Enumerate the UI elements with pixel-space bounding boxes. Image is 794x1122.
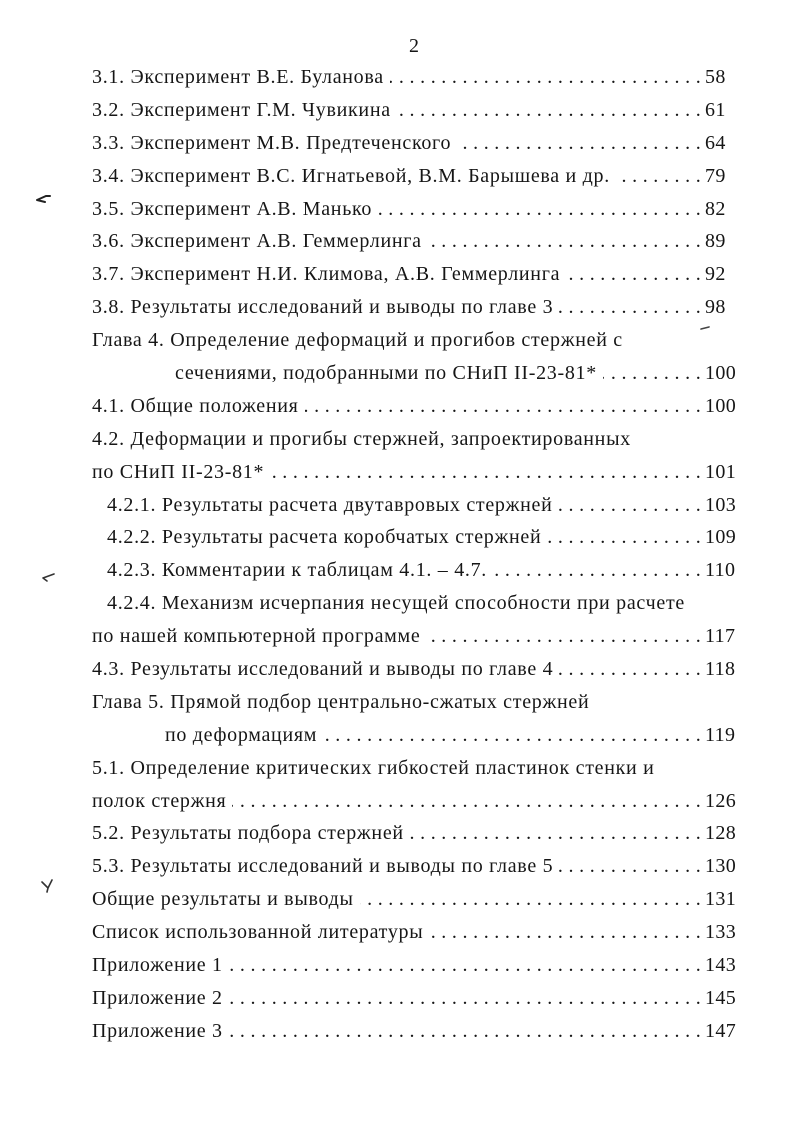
leader-dots — [270, 456, 701, 489]
leader-dots — [559, 850, 701, 883]
toc-entry-page: 82 — [705, 197, 726, 220]
toc-entry — [92, 653, 738, 686]
toc-entry-title: 4.3. Результаты исследований и выводы по главе 4 — [92, 658, 554, 681]
toc-entry-page: 100 — [705, 362, 737, 385]
toc-entry — [92, 423, 738, 489]
toc-entry — [92, 883, 738, 916]
toc-entry-line — [92, 587, 738, 620]
leader-dots — [229, 982, 701, 1015]
toc-entry-line — [92, 785, 738, 818]
toc-entry — [92, 916, 738, 949]
leader-dots — [397, 94, 701, 127]
toc-entry-continuation: по СНиП II-23-81* — [92, 460, 265, 483]
toc-entry-title: Глава 4. Определение деформаций и прогибов стержней с — [92, 329, 623, 352]
toc-entry-title: 4.2.3. Комментарии к таблицам 4.1. – 4.7. — [107, 559, 487, 582]
leader-dots — [229, 949, 701, 982]
scan-mark — [42, 880, 52, 892]
toc-entry-page: 110 — [705, 559, 736, 582]
toc-entry-continuation: полок стержня — [92, 789, 227, 812]
toc-entry-page: 98 — [705, 296, 726, 319]
toc-entry-page: 145 — [705, 986, 737, 1009]
toc-entry — [92, 817, 738, 850]
toc-entry — [92, 61, 738, 94]
leader-dots — [457, 127, 701, 160]
toc-entry-page: 64 — [705, 131, 726, 154]
leader-dots — [603, 357, 701, 390]
toc-entry-line — [92, 620, 738, 653]
toc-entry — [92, 982, 738, 1015]
toc-entry-page: 119 — [705, 723, 736, 746]
toc-entry-line — [92, 423, 738, 456]
toc-entry-title: 3.8. Результаты исследований и выводы по главе 3 — [92, 296, 554, 319]
toc-entry-page: 118 — [705, 658, 736, 681]
leader-dots — [559, 653, 701, 686]
toc-entry-page: 109 — [705, 526, 737, 549]
leader-dots — [410, 817, 701, 850]
toc-entry — [92, 686, 738, 752]
leader-dots — [616, 160, 701, 193]
toc-entry — [92, 94, 738, 127]
toc-entry-page: 143 — [705, 954, 737, 977]
toc-entry-line — [92, 752, 738, 785]
toc-entry-page: 100 — [705, 394, 737, 417]
leader-dots — [547, 521, 701, 554]
scan-mark — [37, 196, 50, 202]
leader-dots — [232, 785, 701, 818]
toc-entry — [92, 850, 738, 883]
toc-entry — [92, 587, 738, 653]
leader-dots — [378, 193, 701, 226]
page-number: 2 — [409, 35, 419, 57]
scan-mark — [43, 574, 54, 581]
toc-entry-title: 5.3. Результаты исследований и выводы по главе 5 — [92, 855, 554, 878]
leader-dots — [360, 883, 701, 916]
toc-entry-page: 92 — [705, 263, 726, 286]
toc-entry-title: Глава 5. Прямой подбор центрально-сжатых стержней — [92, 690, 590, 713]
toc-entry — [92, 160, 738, 193]
leader-dots — [429, 916, 701, 949]
toc-entry-page: 117 — [705, 625, 736, 648]
toc-entry — [92, 554, 738, 587]
toc-entry-page: 58 — [705, 66, 726, 88]
leader-dots — [559, 489, 701, 522]
toc-entry-page: 103 — [705, 493, 737, 516]
toc-entry — [92, 1015, 738, 1048]
toc-entry-line — [92, 686, 738, 719]
toc-entry-page: 147 — [705, 1019, 737, 1042]
toc-entry — [92, 324, 738, 390]
toc-entry-page: 130 — [705, 855, 737, 878]
toc-entry-continuation: сечениями, подобранными по СНиП II-23-81* — [175, 362, 597, 385]
toc-entry-title: 5.2. Результаты подбора стержней — [92, 822, 404, 845]
toc-entry-title: 3.4. Эксперимент В.С. Игнатьевой, В.М. Барышева и др. — [92, 164, 610, 187]
leader-dots — [428, 225, 701, 258]
toc-entry-title: Приложение 2 — [92, 986, 223, 1009]
toc-entry — [92, 225, 738, 258]
toc-entry — [92, 521, 738, 554]
toc-entry-title: 4.2.1. Результаты расчета двутавровых стержней — [107, 493, 553, 516]
leader-dots — [390, 61, 701, 94]
toc-entry — [92, 752, 738, 818]
toc-entry-title: 3.5. Эксперимент А.В. Манько — [92, 197, 373, 220]
table-of-contents — [92, 61, 738, 1048]
toc-entry-page: 61 — [705, 98, 726, 121]
toc-entry-line — [92, 719, 738, 752]
toc-entry-page: 79 — [705, 164, 726, 187]
toc-entry-title: 3.3. Эксперимент М.В. Предтеченского — [92, 131, 452, 154]
toc-entry-page: 126 — [705, 789, 737, 812]
leader-dots — [493, 554, 701, 587]
toc-entry — [92, 127, 738, 160]
toc-entry — [92, 258, 738, 291]
toc-entry-title: Приложение 3 — [92, 1019, 223, 1042]
toc-entry — [92, 291, 738, 324]
toc-entry-title: Общие результаты и выводы — [92, 888, 354, 911]
toc-entry-line — [92, 324, 738, 357]
toc-entry-title: 4.2.2. Результаты расчета коробчатых стержней — [107, 526, 542, 549]
toc-entry-page: 128 — [705, 822, 737, 845]
toc-entry-continuation: по деформациям — [165, 723, 318, 746]
toc-entry-title: Приложение 1 — [92, 954, 223, 977]
toc-entry-title: 3.7. Эксперимент Н.И. Климова, А.В. Геммерлинга — [92, 263, 561, 286]
toc-entry — [92, 193, 738, 226]
toc-entry-line — [92, 357, 738, 390]
leader-dots — [559, 291, 701, 324]
toc-entry-page: 89 — [705, 230, 726, 253]
toc-entry-title: 4.1. Общие положения — [92, 394, 299, 417]
toc-entry-title: 4.2. Деформации и прогибы стержней, запроектированных — [92, 427, 631, 450]
toc-entry-page: 131 — [705, 888, 737, 911]
leader-dots — [323, 719, 701, 752]
leader-dots — [305, 390, 701, 423]
toc-entry — [92, 489, 738, 522]
toc-entry-continuation: по нашей компьютерной программе — [92, 625, 421, 648]
toc-entry-title: 3.2. Эксперимент Г.М. Чувикина — [92, 98, 391, 121]
toc-entry-page: 101 — [705, 460, 737, 483]
toc-entry-line — [92, 456, 738, 489]
leader-dots — [426, 620, 701, 653]
toc-entry-title: 5.1. Определение критических гибкостей пластинок стенки и — [92, 756, 655, 779]
toc-entry — [92, 390, 738, 423]
toc-entry-title: 3.6. Эксперимент А.В. Геммерлинга — [92, 230, 422, 253]
toc-entry — [92, 949, 738, 982]
leader-dots — [566, 258, 701, 291]
toc-entry-page: 133 — [705, 921, 737, 944]
leader-dots — [229, 1015, 701, 1048]
toc-entry-title: 4.2.4. Механизм исчерпания несущей способности при расчете — [107, 592, 685, 615]
toc-entry-title: Список использованной литературы — [92, 921, 424, 944]
toc-entry-title: 3.1. Эксперимент В.Е. Буланова — [92, 66, 384, 88]
